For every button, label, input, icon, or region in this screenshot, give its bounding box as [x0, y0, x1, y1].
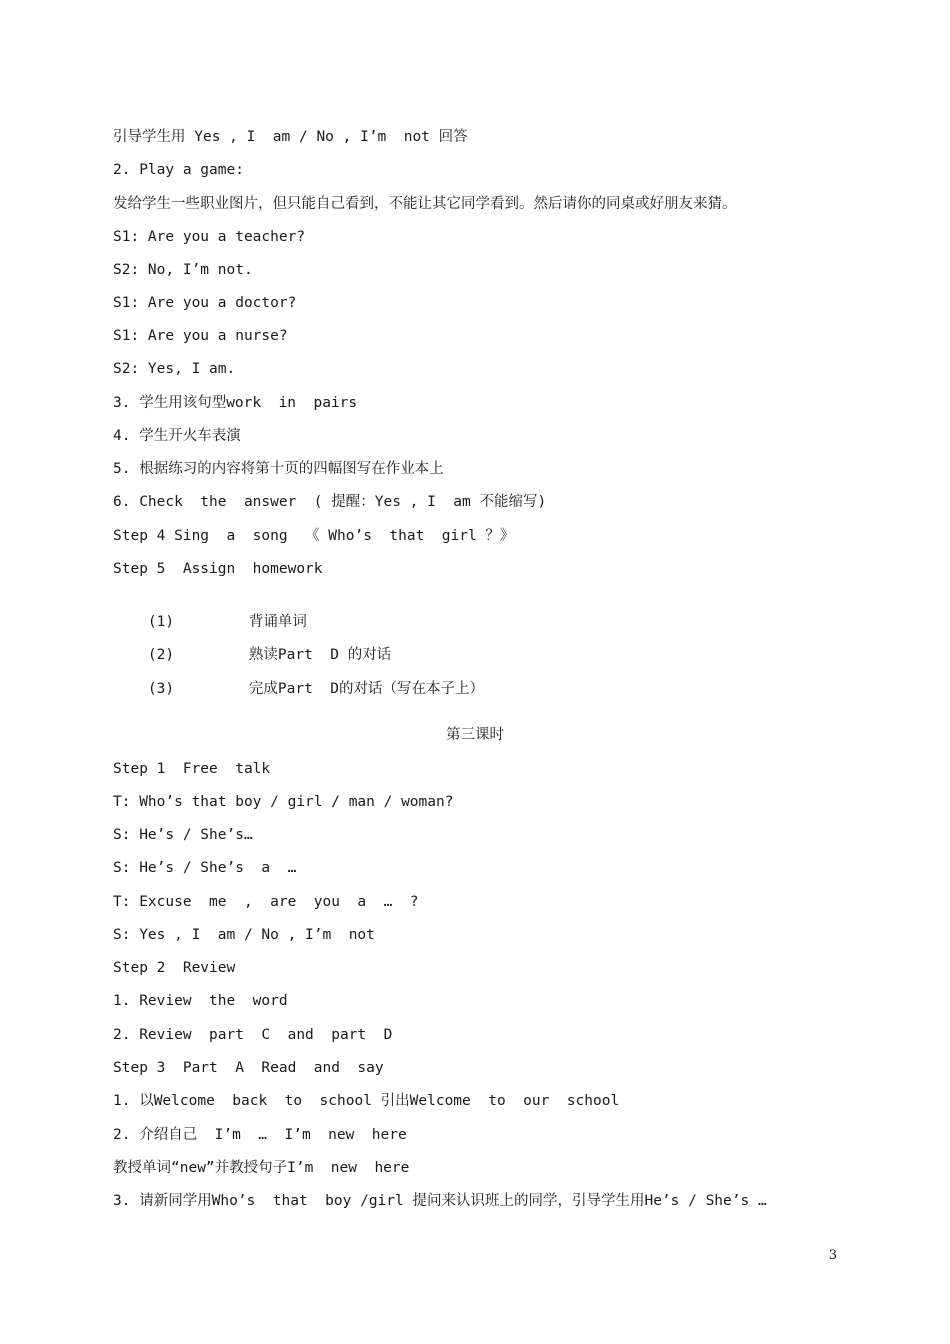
text-line: 引导学生用 Yes , I am / No , I’m not 回答: [113, 129, 468, 145]
text-line: 1. Review the word: [113, 993, 288, 1009]
text-line: Step 3 Part A Read and say: [113, 1060, 384, 1076]
text-line: 3. 学生用该句型work in pairs: [113, 395, 358, 411]
page-number: 3: [828, 1248, 837, 1263]
text-line: Step 4 Sing a song 《 Who’s that girl ？》: [113, 528, 515, 544]
text-line: 2. Review part C and part D: [113, 1027, 393, 1043]
text-line: S2: No, I’m not.: [113, 262, 253, 278]
text-line: S: Yes , I am / No , I’m not: [113, 927, 375, 943]
item-text: 完成Part D的对话（写在本子上）: [248, 681, 485, 697]
item-number: (2): [147, 647, 175, 663]
item-number: (3): [147, 681, 175, 697]
text-line: 教授单词“new”并教授句子I’m new here: [113, 1160, 410, 1176]
text-line: T: Who’s that boy / girl / man / woman?: [113, 794, 454, 810]
homework-item: [113, 625, 392, 663]
text-line: 3. 请新同学用Who’s that boy /girl 提问来认识班上的同学，引导学生用He’s / She’s …: [113, 1193, 767, 1209]
text-line: Step 2 Review: [113, 960, 236, 976]
text-line: Step 1 Free talk: [113, 761, 271, 777]
item-text: 熟读Part D 的对话: [248, 647, 392, 663]
text-line: 2. 介绍自己 I’m … I’m new here: [113, 1127, 407, 1143]
text-line: S: He’s / She’s…: [113, 827, 253, 843]
section-heading: 第三课时: [446, 727, 504, 743]
text-line: 5. 根据练习的内容将第十页的四幅图写在作业本上: [113, 461, 444, 477]
text-line: 1. 以Welcome back to school 引出Welcome to our school: [113, 1093, 620, 1109]
text-line: 发给学生一些职业图片，但只能自己看到，不能让其它同学看到。然后请你的同桌或好朋友来猜。: [113, 196, 737, 212]
text-line: S1: Are you a doctor?: [113, 295, 297, 311]
text-line: 2. Play a game:: [113, 162, 244, 178]
text-line: T: Excuse me , are you a … ?: [113, 894, 419, 910]
homework-item: [113, 592, 307, 630]
text-line: S1: Are you a nurse?: [113, 328, 288, 344]
text-line: Step 5 Assign homework: [113, 561, 323, 577]
text-line: S1: Are you a teacher?: [113, 229, 306, 245]
text-line: 4. 学生开火车表演: [113, 428, 241, 444]
text-line: S2: Yes, I am.: [113, 361, 236, 377]
item-number: (1): [147, 614, 175, 630]
homework-item: [113, 659, 485, 697]
text-line: 6. Check the answer ( 提醒：Yes , I am 不能缩写): [113, 494, 547, 510]
item-text: 背诵单词: [248, 614, 307, 630]
text-line: S: He’s / She’s a …: [113, 860, 297, 876]
